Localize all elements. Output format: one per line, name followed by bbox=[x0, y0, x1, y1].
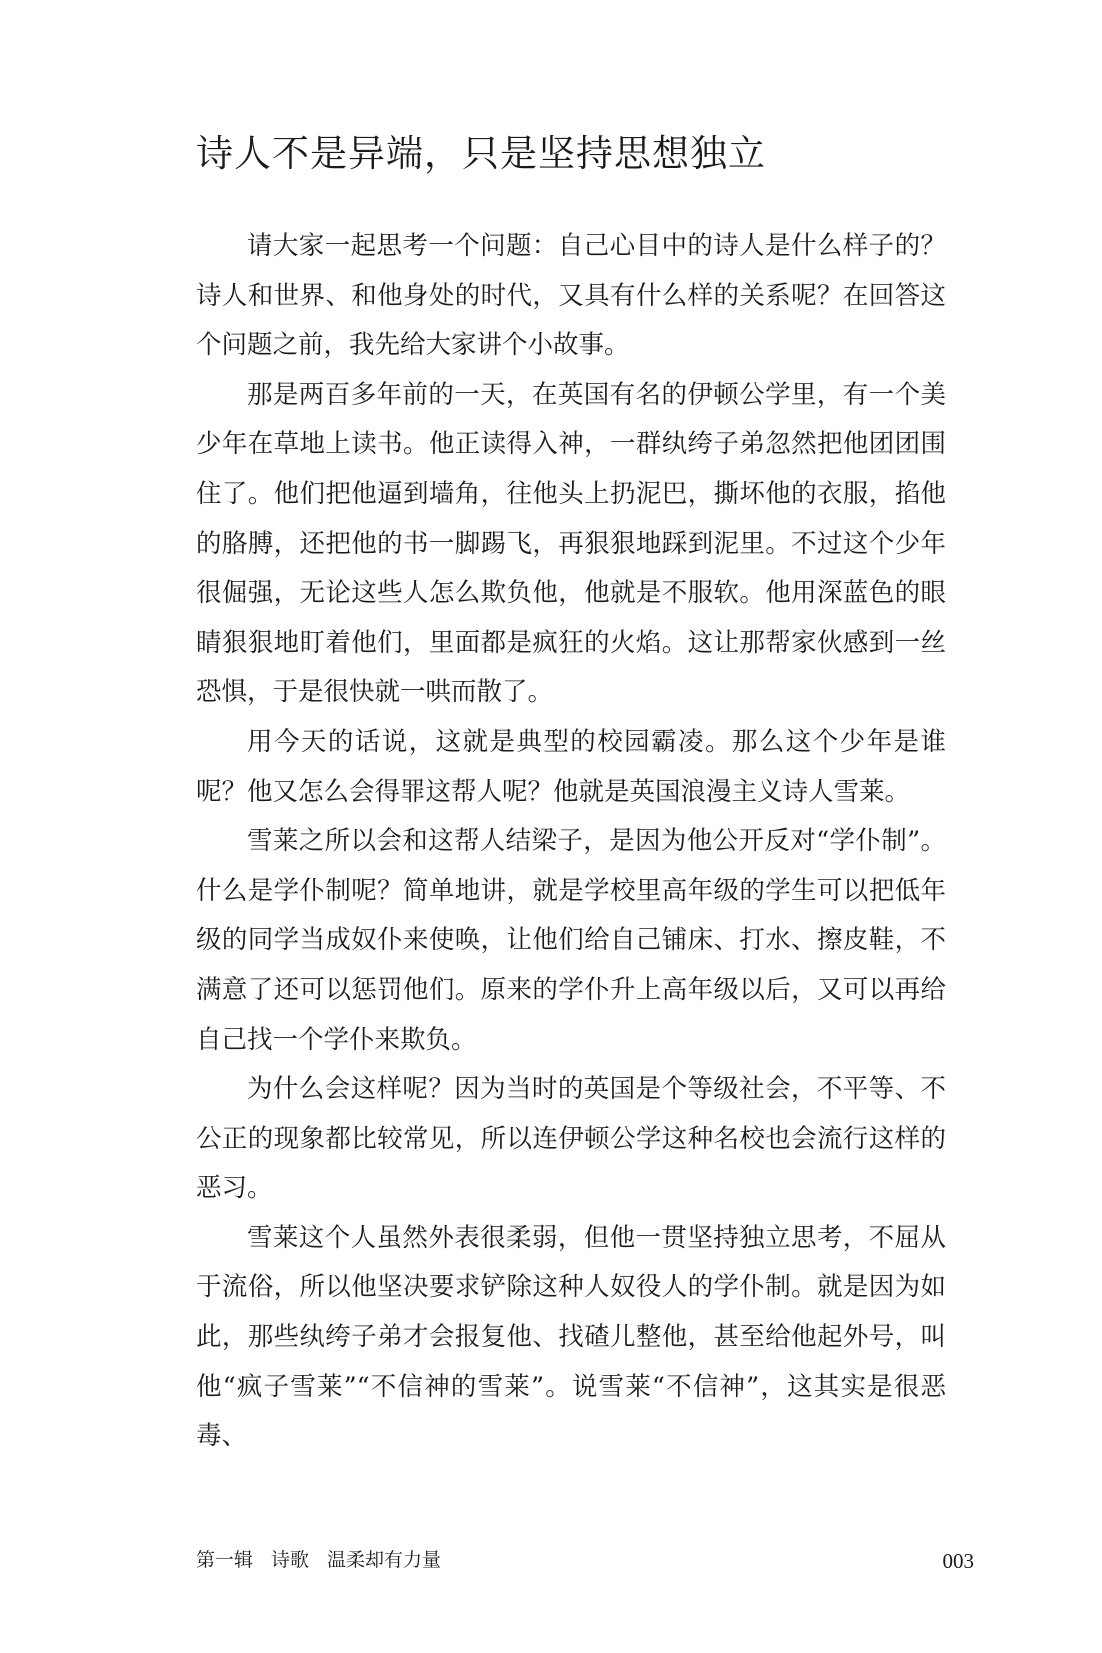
page-number: 003 bbox=[942, 1549, 974, 1573]
body-text bbox=[196, 222, 946, 1462]
paragraph: 用今天的话说，这就是典型的校园霸凌。那么这个少年是谁呢？他又怎么会得罪这帮人呢？他就是英国浪漫主义诗人雪莱。 bbox=[196, 726, 946, 807]
footer-category: 诗歌 bbox=[271, 1549, 310, 1571]
footer-section: 第一辑 bbox=[196, 1549, 254, 1571]
paragraph: 雪莱之所以会和这帮人结梁子，是因为他公开反对“学仆制”。什么是学仆制呢？简单地讲，就是学校里高年级的学生可以把低年级的同学当成奴仆来使唤，让他们给自己铺床、打水、擦皮鞋，不满意了还可以惩罚他们。原来的学仆升上高年级以后，又可以再给自己找一个学仆来欺负。 bbox=[196, 826, 946, 1055]
paragraph: 雪莱这个人虽然外表很柔弱，但他一贯坚持独立思考，不屈从于流俗，所以他坚决要求铲除这种人奴役人的学仆制。就是因为如此，那些纨绔子弟才会报复他、找碴儿整他，甚至给他起外号，叫他“疯子雪莱”“不信神的雪莱”。说雪莱“不信神”，这其实是很恶毒、 bbox=[196, 1222, 946, 1452]
page-title: 诗人不是异端，只是坚持思想独立 bbox=[196, 132, 766, 175]
running-footer bbox=[196, 1548, 441, 1572]
footer-subtitle: 温柔却有力量 bbox=[327, 1549, 442, 1571]
paragraph: 那是两百多年前的一天，在英国有名的伊顿公学里，有一个美少年在草地上读书。他正读得入神，一群纨绔子弟忽然把他团团围住了。他们把他逼到墙角，往他头上扔泥巴，撕坏他的衣服，掐他的胳膊，还把他的书一脚踢飞，再狠狠地踩到泥里。不过这个少年很倔强，无论这些人怎么欺负他，他就是不服软。他用深蓝色的眼睛狠狠地盯着他们，里面都是疯狂的火焰。这让那帮家伙感到一丝恐惧，于是很快就一哄而散了。 bbox=[196, 379, 946, 708]
paragraph: 请大家一起思考一个问题：自己心目中的诗人是什么样子的？诗人和世界、和他身处的时代，又具有什么样的关系呢？在回答这个问题之前，我先给大家讲个小故事。 bbox=[196, 231, 946, 361]
paragraph: 为什么会这样呢？因为当时的英国是个等级社会，不平等、不公正的现象都比较常见，所以连伊顿公学这种名校也会流行这样的恶习。 bbox=[196, 1074, 946, 1204]
